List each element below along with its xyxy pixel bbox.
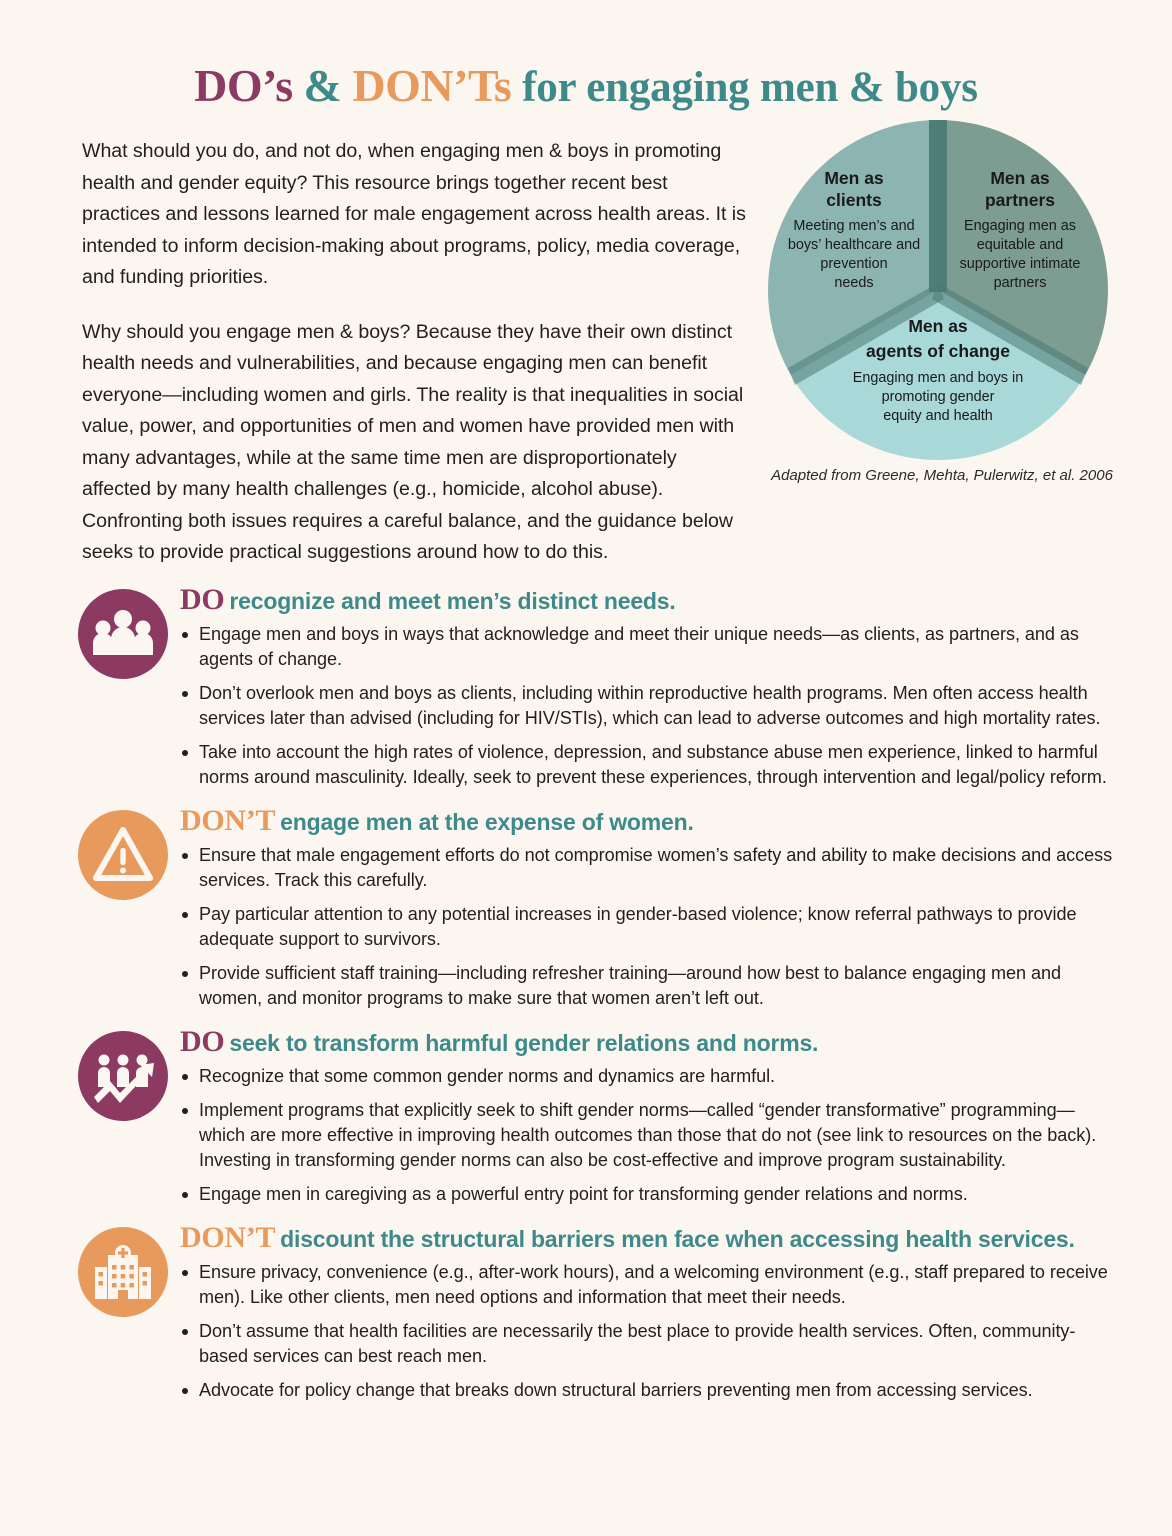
list-item: Advocate for policy change that breaks down structural barriers preventing men from accessing services. (180, 1378, 1114, 1403)
pie-body-partners-3: supportive intimate (959, 256, 1081, 273)
pie-label-agents-line1: Men as (908, 316, 968, 337)
pie-label-clients-line2: clients (826, 190, 882, 211)
title-ampersand: & (303, 60, 342, 111)
warning-triangle-icon (78, 810, 168, 900)
list-item: Ensure privacy, convenience (e.g., after-work hours), and a welcoming environment (e.g., staff prepared to receive men). Like other clients, men need options and information that meet their needs. (180, 1260, 1114, 1310)
growth-chart-people-icon (78, 1031, 168, 1121)
list-item: Recognize that some common gender norms and dynamics are harmful. (180, 1064, 1114, 1089)
section-bullet-list (180, 1260, 1114, 1403)
section-keyword: DO (180, 583, 225, 616)
pie-body-agents-3: equity and health (883, 408, 993, 425)
list-item: Provide sufficient staff training—including refresher training—around how best to balance engaging men and women, and monitor programs to make sure that women aren’t left out. (180, 961, 1114, 1011)
guidance-sections (0, 585, 1172, 1419)
pie-body-agents-2: promoting gender (881, 389, 995, 406)
list-item: Engage men and boys in ways that acknowledge and meet their unique needs—as clients, as partners, and as agents of change. (180, 622, 1114, 672)
section-keyword: DON’T (180, 804, 276, 837)
intro-paragraph-1: What should you do, and not do, when engaging men & boys in promoting health and gender equity? This resource brings together recent best practices and lessons learned for male engagement across health areas. It is intended to inform decision-making about programs, policy, media coverage, and funding priorities. (82, 140, 746, 289)
list-item: Ensure that male engagement efforts do not compromise women’s safety and ability to make decisions and access services. Track this carefully. (180, 843, 1114, 893)
pie-body-partners-4: partners (993, 275, 1047, 292)
section-do-transform-norms (0, 1027, 1172, 1207)
section-heading (180, 1223, 1114, 1253)
section-keyword: DON’T (180, 1221, 276, 1254)
title-remainder: for engaging men & boys (522, 64, 978, 111)
list-item: Take into account the high rates of violence, depression, and substance abuse men experience, linked to harmful norms around masculinity. Ideally, seek to prevent these experiences, through intervention and legal/policy reform. (180, 740, 1114, 790)
intro-paragraph-2: Why should you engage men & boys? Because they have their own distinct health needs and vulnerabilities, and because engaging men can benefit everyone—including women and girls. The reality is that inequalities in social value, power, and opportunities of men and women have provided men with many advantages, while at the same time men are disproportionately affected by many health challenges (e.g., homicide, alcohol abuse). Confronting both issues requires a careful balance, and the guidance below seeks to provide practical suggestions around how to do this. (82, 320, 744, 564)
pie-label-partners-line1: Men as (990, 168, 1050, 189)
hospital-building-icon (78, 1227, 168, 1317)
pie-body-partners-2: equitable and (976, 237, 1064, 254)
pie-chart (768, 120, 1108, 460)
section-title: discount the structural barriers men face when accessing health services. (280, 1226, 1075, 1252)
section-heading (180, 1027, 1114, 1057)
section-dont-structural-barriers (0, 1223, 1172, 1403)
section-heading (180, 806, 1114, 836)
intro-section (0, 110, 1172, 564)
section-title: engage men at the expense of women. (280, 809, 694, 835)
section-dont-expense-of-women (0, 806, 1172, 1011)
section-title: seek to transform harmful gender relations and norms. (229, 1030, 819, 1056)
pie-label-agents-line2: agents of change (866, 341, 1010, 362)
list-item: Engage men in caregiving as a powerful entry point for transforming gender relations and norms. (180, 1182, 1114, 1207)
section-keyword: DO (180, 1025, 225, 1058)
pie-label-partners-line2: partners (984, 190, 1056, 211)
pie-body-clients-3: prevention (820, 256, 888, 273)
section-bullet-list (180, 843, 1114, 1011)
pie-chart-figure (768, 120, 1118, 484)
group-of-people-icon (78, 589, 168, 679)
section-heading (180, 585, 1114, 615)
page-title (0, 0, 1172, 110)
section-do-distinct-needs (0, 585, 1172, 790)
list-item: Don’t overlook men and boys as clients, including within reproductive health programs. Men often access health services later than advised (including for HIV/STIs), which can lead to adverse outcomes and high mortality rates. (180, 681, 1114, 731)
pie-body-clients-2: boys’ healthcare and (787, 237, 921, 254)
pie-body-partners-1: Engaging men as (963, 218, 1077, 235)
pie-body-clients-4: needs (834, 275, 874, 292)
section-title: recognize and meet men’s distinct needs. (229, 588, 676, 614)
list-item: Don’t assume that health facilities are necessarily the best place to provide health services. Often, community-based services can best reach men. (180, 1319, 1114, 1369)
title-dont-word: DON’Ts (352, 60, 512, 111)
pie-body-agents-1: Engaging men and boys in (852, 370, 1024, 387)
pie-body-clients-1: Meeting men’s and (793, 218, 915, 235)
title-do-word: DO’s (194, 60, 293, 111)
list-item: Implement programs that explicitly seek to shift gender norms—called “gender transformative” programming—which are more effective in improving health outcomes than those that do not (see link to resources on the back). Investing in transforming gender norms can also be cost-effective and improve program sustainability. (180, 1098, 1114, 1173)
pie-divider-top (929, 120, 947, 292)
figure-credit: Adapted from Greene, Mehta, Pulerwitz, et al. 2006 (771, 467, 1113, 485)
pie-label-clients-line1: Men as (824, 168, 884, 189)
list-item: Pay particular attention to any potential increases in gender-based violence; know referral pathways to provide adequate support to survivors. (180, 902, 1114, 952)
section-bullet-list (180, 622, 1114, 790)
intro-paragraphs (82, 136, 750, 569)
section-bullet-list (180, 1064, 1114, 1207)
